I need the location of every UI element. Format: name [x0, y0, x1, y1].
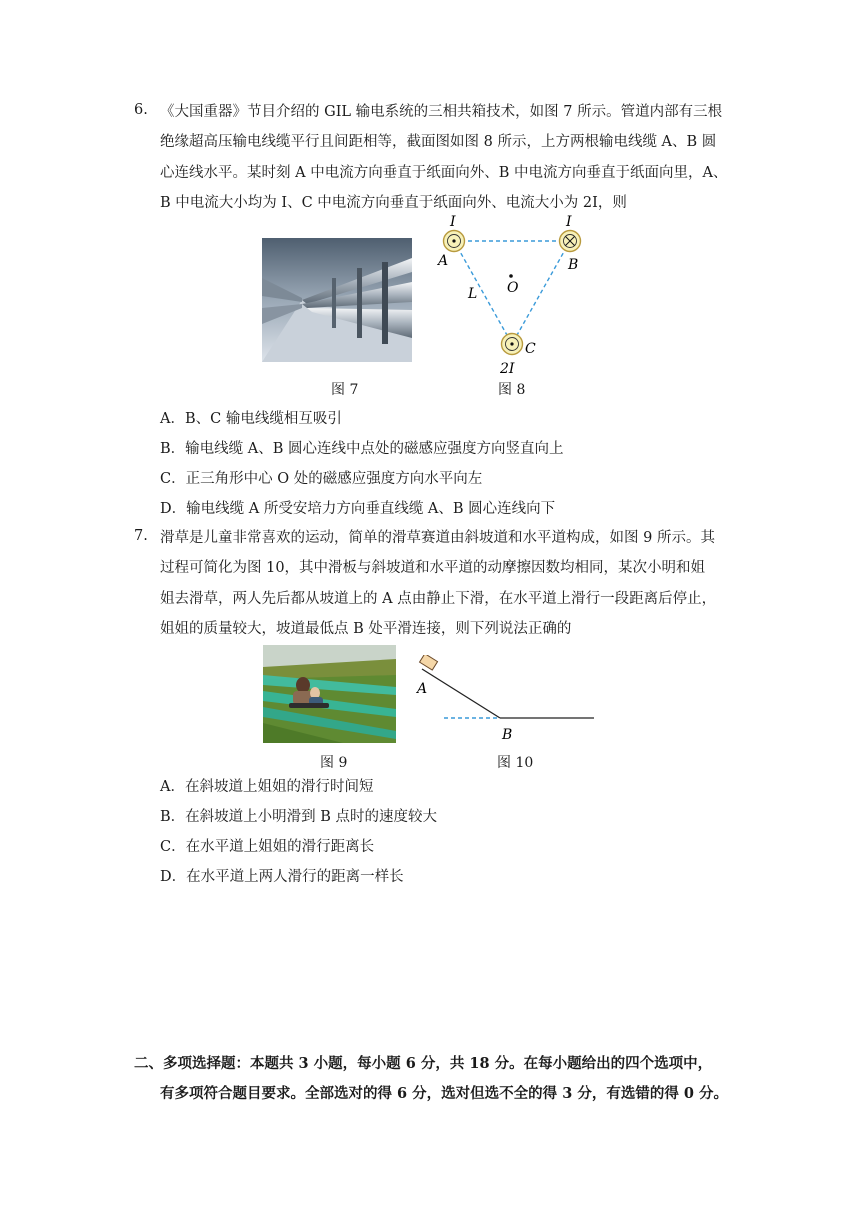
current-b-label: I	[566, 214, 572, 230]
question-6-text-line: 绝缘超高压输电线缆平行且间距相等，截面图如图 8 所示，上方两根输电线缆 A、B 圆	[160, 134, 717, 150]
question-6-option-a: A．B、C 输电线缆相互吸引	[160, 411, 342, 427]
figure-9-grass-sledding-photo	[263, 645, 396, 743]
question-6-text-line: 心连线水平。某时刻 A 中电流方向垂直于纸面向外、B 中电流方向垂直于纸面向里，A、	[160, 165, 728, 181]
center-o-dot	[509, 274, 513, 278]
figure-10-caption: 图 10	[497, 755, 534, 771]
figure-10-slope-diagram	[414, 655, 599, 745]
label-b: B	[502, 727, 513, 743]
current-c-label: 2I	[500, 361, 515, 377]
section-2-instructions: 有多项符合题目要求。全部选对的得 6 分，选对但选不全的得 3 分，有选错的得 0 分。	[160, 1085, 729, 1102]
cable-b	[560, 231, 581, 252]
figure-7-pipeline-photo	[262, 238, 412, 362]
slider-block	[420, 655, 438, 670]
question-6-text-line: 《大国重器》节目介绍的 GIL 输电系统的三相共箱技术，如图 7 所示。管道内部有三根	[160, 104, 723, 120]
label-o: O	[507, 280, 519, 296]
section-2-heading: 二、多项选择题：本题共 3 小题，每小题 6 分，共 18 分。在每小题给出的四个选项中，	[134, 1055, 713, 1072]
question-6-option-d: D．输电线缆 A 所受安培力方向垂直线缆 A、B 圆心连线向下	[160, 501, 556, 517]
question-7-option-b: B．在斜坡道上小明滑到 B 点时的速度较大	[160, 809, 438, 825]
figure-8-cable-cross-section	[432, 210, 592, 380]
question-6-text-line: B 中电流大小均为 I、C 中电流方向垂直于纸面向外、电流大小为 2I，则	[160, 195, 627, 211]
question-6-number: 6.	[134, 102, 148, 118]
question-7-option-c: C．在水平道上姐姐的滑行距离长	[160, 839, 375, 855]
cable-c	[502, 334, 523, 355]
figure-7-caption: 图 7	[331, 382, 359, 398]
label-c: C	[525, 341, 536, 357]
figure-9-caption: 图 9	[320, 755, 348, 771]
question-7-option-a: A．在斜坡道上姐姐的滑行时间短	[160, 779, 374, 795]
label-l: L	[468, 286, 478, 302]
label-a: A	[417, 681, 428, 697]
question-7-number: 7.	[134, 528, 148, 544]
figure-8-caption: 图 8	[498, 382, 526, 398]
question-7-text-line: 姐姐的质量较大，坡道最低点 B 处平滑连接，则下列说法正确的	[160, 621, 572, 637]
label-a: A	[438, 253, 449, 269]
question-7-text-line: 滑草是儿童非常喜欢的运动，简单的滑草赛道由斜坡道和水平道构成，如图 9 所示。其	[160, 530, 715, 546]
question-6-option-b: B．输电线缆 A、B 圆心连线中点处的磁感应强度方向竖直向上	[160, 441, 564, 457]
label-b: B	[568, 257, 579, 273]
question-6-option-c: C．正三角形中心 O 处的磁感应强度方向水平向左	[160, 471, 483, 487]
question-7-option-d: D．在水平道上两人滑行的距离一样长	[160, 869, 404, 885]
current-a-label: I	[450, 214, 456, 230]
cable-a	[444, 231, 465, 252]
question-7-text-line: 姐去滑草，两人先后都从坡道上的 A 点由静止下滑，在水平道上滑行一段距离后停止，	[160, 591, 717, 607]
question-7-text-line: 过程可简化为图 10，其中滑板与斜坡道和水平道的动摩擦因数均相同，某次小明和姐	[160, 560, 706, 576]
